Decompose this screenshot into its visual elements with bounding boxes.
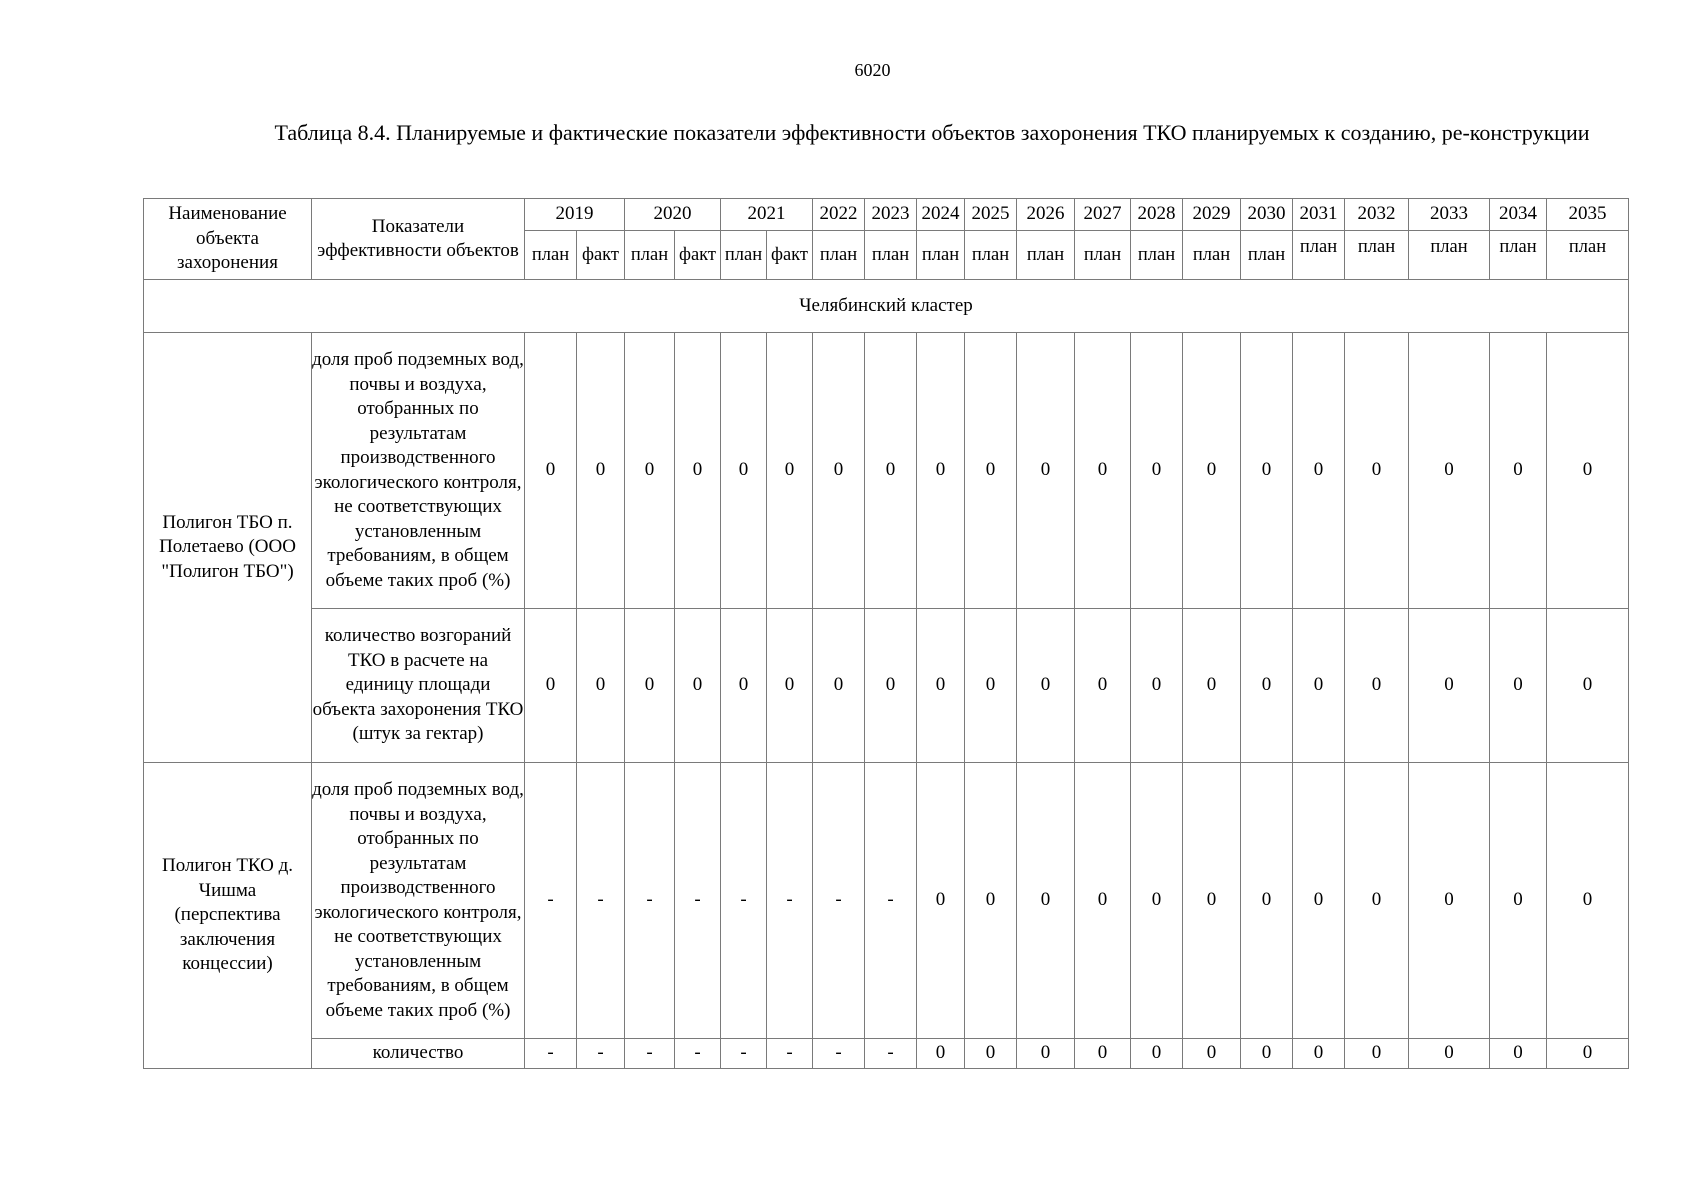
value-cell: 0 xyxy=(1017,609,1075,763)
value-cell: 0 xyxy=(1017,763,1075,1039)
value-cell: 0 xyxy=(1345,333,1409,609)
value-cell: 0 xyxy=(1547,609,1629,763)
header-year: 2022 xyxy=(813,199,865,231)
value-cell: - xyxy=(525,1039,577,1069)
value-cell: 0 xyxy=(675,333,721,609)
value-cell: 0 xyxy=(1131,1039,1183,1069)
header-plan: план xyxy=(813,231,865,280)
value-cell: - xyxy=(625,763,675,1039)
value-cell: - xyxy=(767,1039,813,1069)
value-cell: - xyxy=(577,1039,625,1069)
value-cell: 0 xyxy=(1183,609,1241,763)
value-cell: 0 xyxy=(1490,333,1547,609)
value-cell: 0 xyxy=(917,1039,965,1069)
value-cell: 0 xyxy=(525,333,577,609)
header-plan: план xyxy=(1547,231,1629,280)
header-plan: план xyxy=(965,231,1017,280)
value-cell: 0 xyxy=(865,333,917,609)
value-cell: 0 xyxy=(577,609,625,763)
header-plan: план xyxy=(525,231,577,280)
value-cell: 0 xyxy=(1241,609,1293,763)
value-cell: 0 xyxy=(917,333,965,609)
value-cell: 0 xyxy=(1293,609,1345,763)
object-name: Полигон ТБО п. Полетаево (ООО "Полигон ТБО") xyxy=(144,333,312,763)
indicator-cell: доля проб подземных вод, почвы и воздуха, отобранных по результатам производственного экологического контроля, не соответствующих установленным требованиям, в общем объеме таких проб (%) xyxy=(312,763,525,1039)
header-year: 2020 xyxy=(625,199,721,231)
value-cell: 0 xyxy=(1183,763,1241,1039)
header-fact: факт xyxy=(767,231,813,280)
value-cell: 0 xyxy=(965,333,1017,609)
header-fact: факт xyxy=(675,231,721,280)
header-fact: факт xyxy=(577,231,625,280)
value-cell: 0 xyxy=(865,609,917,763)
value-cell: 0 xyxy=(1293,333,1345,609)
value-cell: 0 xyxy=(1241,1039,1293,1069)
value-cell: - xyxy=(813,1039,865,1069)
value-cell: 0 xyxy=(1345,609,1409,763)
value-cell: 0 xyxy=(767,333,813,609)
value-cell: 0 xyxy=(1075,609,1131,763)
value-cell: - xyxy=(813,763,865,1039)
value-cell: 0 xyxy=(917,609,965,763)
value-cell: 0 xyxy=(1409,609,1490,763)
value-cell: 0 xyxy=(1345,1039,1409,1069)
value-cell: 0 xyxy=(1547,333,1629,609)
header-plan: план xyxy=(917,231,965,280)
value-cell: - xyxy=(865,1039,917,1069)
value-cell: 0 xyxy=(525,609,577,763)
header-year: 2034 xyxy=(1490,199,1547,231)
efficiency-table xyxy=(143,198,1629,1069)
header-year: 2024 xyxy=(917,199,965,231)
value-cell: - xyxy=(721,763,767,1039)
header-plan: план xyxy=(1345,231,1409,280)
header-year: 2021 xyxy=(721,199,813,231)
value-cell: 0 xyxy=(1409,763,1490,1039)
header-year: 2033 xyxy=(1409,199,1490,231)
header-year: 2028 xyxy=(1131,199,1183,231)
value-cell: 0 xyxy=(577,333,625,609)
header-year: 2035 xyxy=(1547,199,1629,231)
header-plan: план xyxy=(1293,231,1345,280)
value-cell: 0 xyxy=(1490,763,1547,1039)
value-cell: 0 xyxy=(1131,609,1183,763)
header-plan: план xyxy=(1490,231,1547,280)
value-cell: 0 xyxy=(767,609,813,763)
value-cell: 0 xyxy=(965,763,1017,1039)
value-cell: 0 xyxy=(1293,1039,1345,1069)
value-cell: - xyxy=(767,763,813,1039)
value-cell: 0 xyxy=(1547,763,1629,1039)
value-cell: - xyxy=(721,1039,767,1069)
value-cell: 0 xyxy=(1131,333,1183,609)
header-plan: план xyxy=(1183,231,1241,280)
cluster-row: Челябинский кластер xyxy=(144,280,1629,333)
header-plan: план xyxy=(1241,231,1293,280)
header-indicator: Показатели эффективности объектов xyxy=(312,199,525,280)
value-cell: 0 xyxy=(625,609,675,763)
value-cell: 0 xyxy=(1241,333,1293,609)
header-year: 2031 xyxy=(1293,199,1345,231)
value-cell: 0 xyxy=(1075,763,1131,1039)
value-cell: 0 xyxy=(625,333,675,609)
value-cell: - xyxy=(525,763,577,1039)
value-cell: 0 xyxy=(813,609,865,763)
header-plan: план xyxy=(1131,231,1183,280)
value-cell: - xyxy=(577,763,625,1039)
header-year: 2030 xyxy=(1241,199,1293,231)
indicator-cell: количество xyxy=(312,1039,525,1069)
table-title: Таблица 8.4. Планируемые и фактические показатели эффективности объектов захоронения ТКО планируемых к созданию, ре-конструкции xyxy=(274,120,1590,145)
value-cell: 0 xyxy=(721,609,767,763)
value-cell: 0 xyxy=(1131,763,1183,1039)
value-cell: 0 xyxy=(965,1039,1017,1069)
header-object: Наименование объекта захоронения xyxy=(144,199,312,280)
value-cell: 0 xyxy=(1017,1039,1075,1069)
header-year: 2019 xyxy=(525,199,625,231)
value-cell: 0 xyxy=(1409,333,1490,609)
value-cell: 0 xyxy=(1075,1039,1131,1069)
value-cell: 0 xyxy=(965,609,1017,763)
header-plan: план xyxy=(865,231,917,280)
value-cell: 0 xyxy=(1075,333,1131,609)
value-cell: 0 xyxy=(1017,333,1075,609)
page-number: 6020 xyxy=(854,60,891,80)
value-cell: 0 xyxy=(675,609,721,763)
header-plan: план xyxy=(721,231,767,280)
header-year: 2032 xyxy=(1345,199,1409,231)
header-plan: план xyxy=(1075,231,1131,280)
value-cell: 0 xyxy=(1183,333,1241,609)
header-plan: план xyxy=(1017,231,1075,280)
value-cell: 0 xyxy=(1409,1039,1490,1069)
value-cell: 0 xyxy=(917,763,965,1039)
value-cell: 0 xyxy=(1293,763,1345,1039)
header-year: 2023 xyxy=(865,199,917,231)
header-year: 2029 xyxy=(1183,199,1241,231)
value-cell: 0 xyxy=(1490,1039,1547,1069)
value-cell: - xyxy=(675,1039,721,1069)
header-year: 2025 xyxy=(965,199,1017,231)
indicator-cell: доля проб подземных вод, почвы и воздуха, отобранных по результатам производственного экологического контроля, не соответствующих установленным требованиям, в общем объеме таких проб (%) xyxy=(312,333,525,609)
value-cell: 0 xyxy=(1490,609,1547,763)
value-cell: 0 xyxy=(1547,1039,1629,1069)
indicator-cell: количество возгораний ТКО в расчете на единицу площади объекта захоронения ТКО (штук за гектар) xyxy=(312,609,525,763)
header-plan: план xyxy=(625,231,675,280)
header-year: 2027 xyxy=(1075,199,1131,231)
object-name: Полигон ТКО д. Чишма (перспектива заключения концессии) xyxy=(144,763,312,1069)
value-cell: 0 xyxy=(813,333,865,609)
value-cell: 0 xyxy=(721,333,767,609)
header-year: 2026 xyxy=(1017,199,1075,231)
value-cell: 0 xyxy=(1345,763,1409,1039)
value-cell: 0 xyxy=(1183,1039,1241,1069)
header-plan: план xyxy=(1409,231,1490,280)
value-cell: - xyxy=(865,763,917,1039)
value-cell: - xyxy=(675,763,721,1039)
value-cell: - xyxy=(625,1039,675,1069)
value-cell: 0 xyxy=(1241,763,1293,1039)
